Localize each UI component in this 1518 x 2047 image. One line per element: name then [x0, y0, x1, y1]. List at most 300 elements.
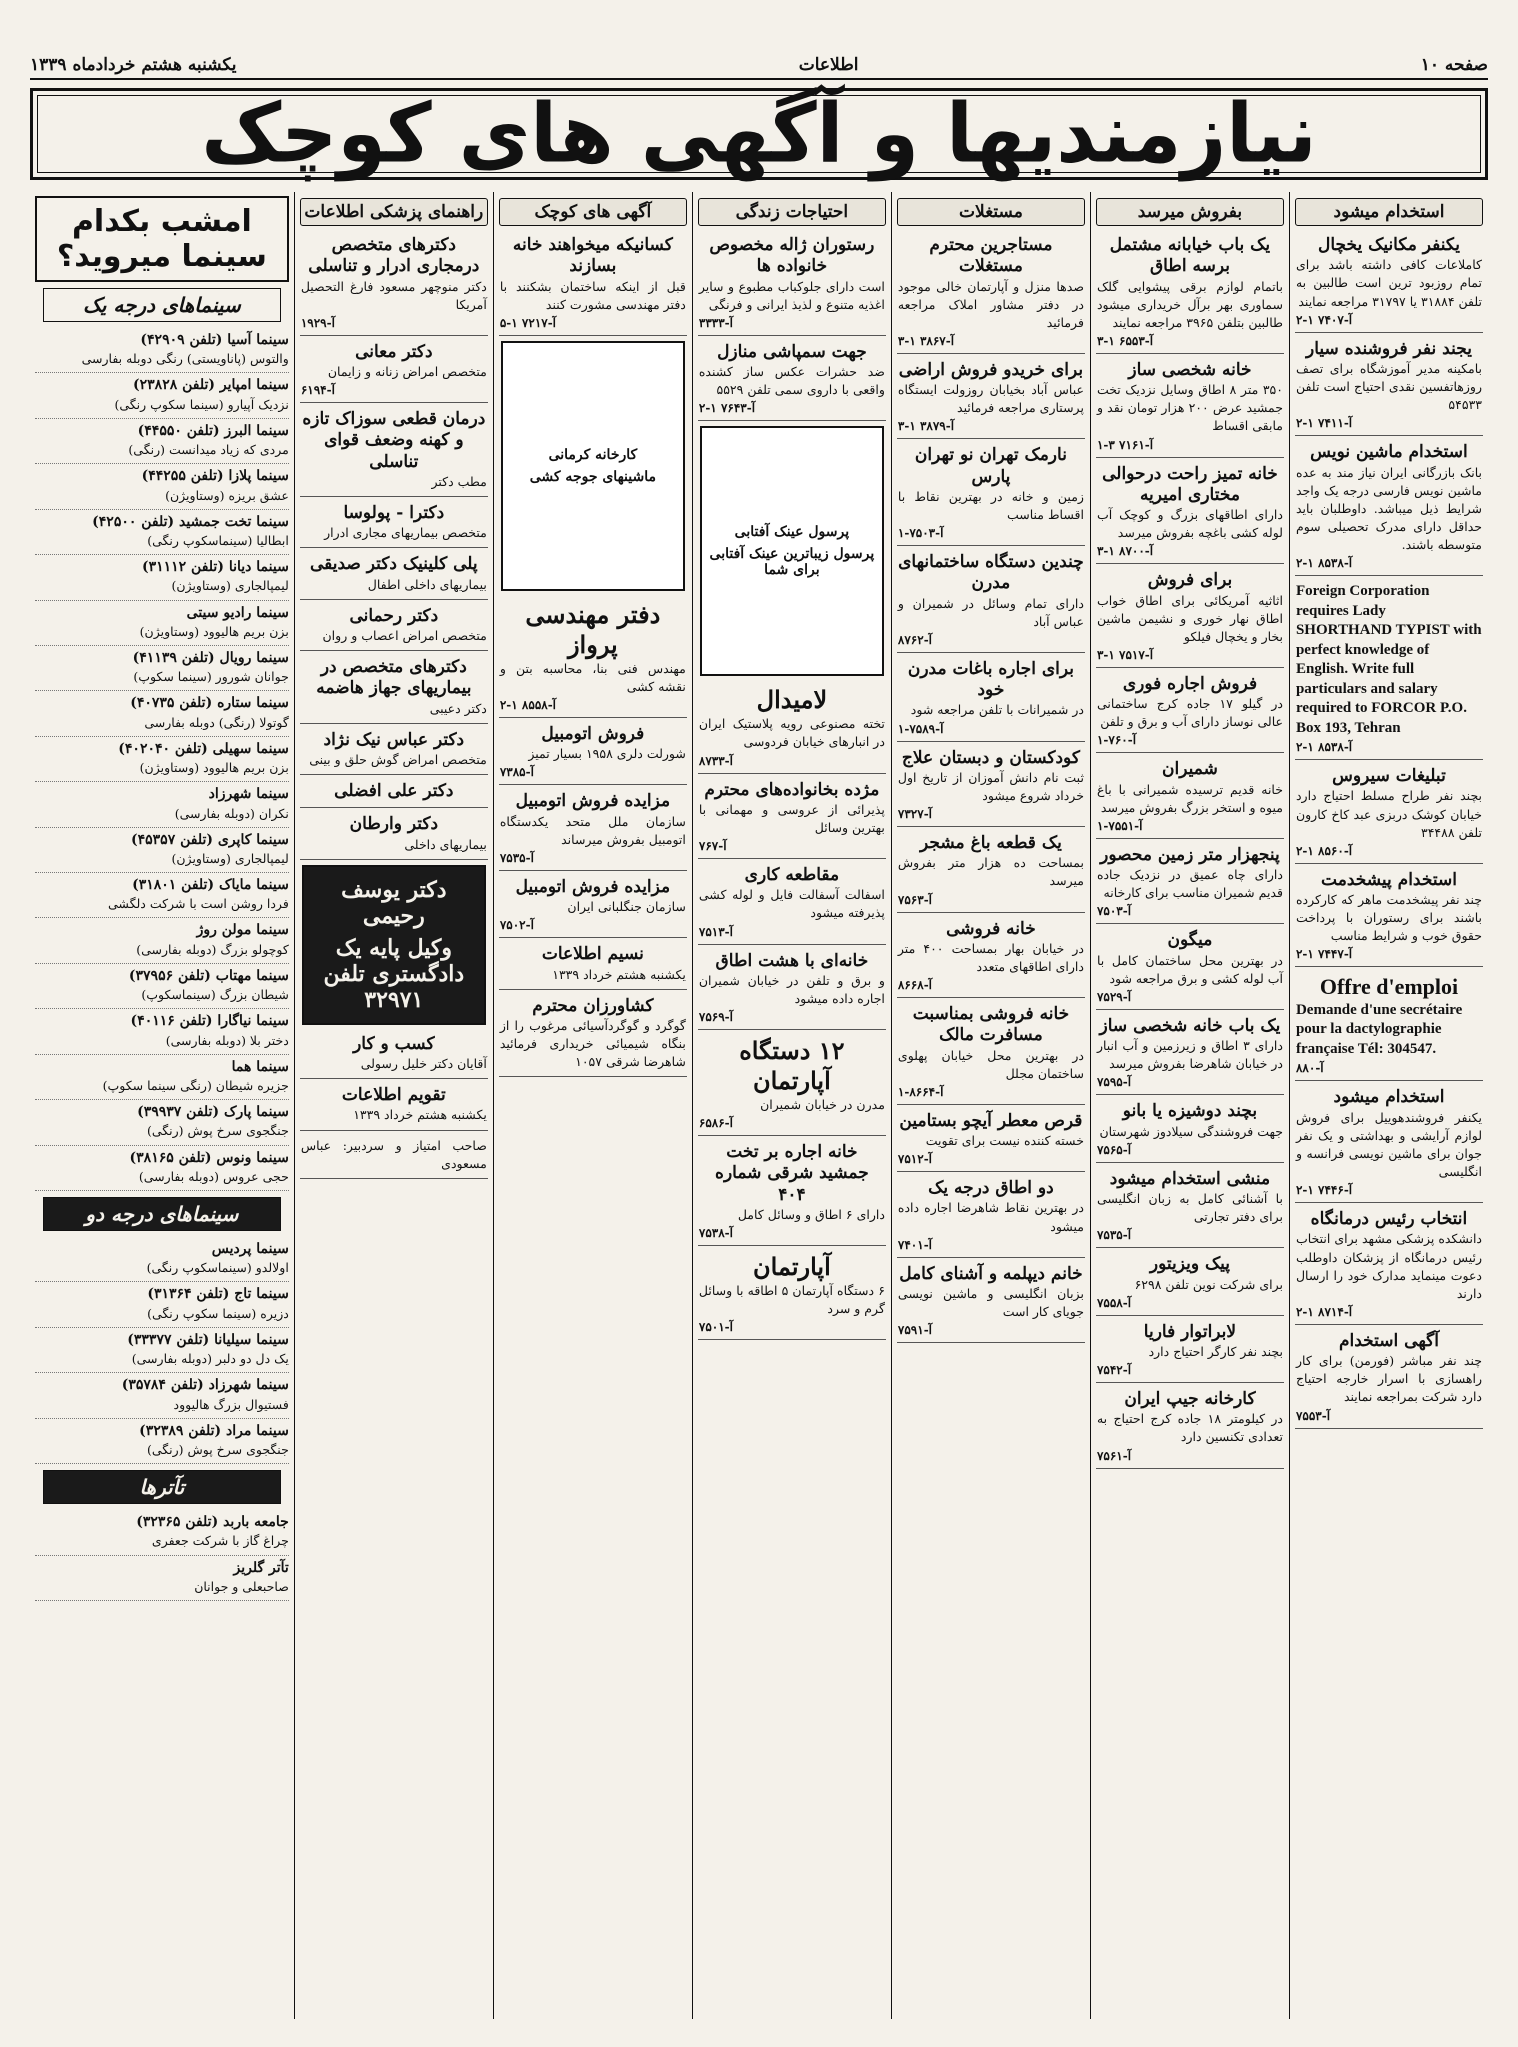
ad-body: عباس آباد بخیابان روزولت ایستگاه پرستاری مراجعه فرمائید	[897, 382, 1084, 416]
ad-body: در کیلومتر ۱۸ جاده کرج احتیاج به تعدادی تکنسین دارد	[1096, 1411, 1283, 1445]
ad-body: قبل از اینکه ساختمان بشکنند با دفتر مهندسی مشورت کنند	[499, 278, 686, 312]
ad-code: آ-۸۵۵۸ ۱-۲	[499, 698, 557, 712]
cinema-info: مردی که زیاد میدانست (رنگی)	[128, 442, 289, 458]
classified-ad	[1096, 1013, 1284, 1096]
ad-body: سازمان جنگلبانی ایران	[567, 899, 686, 915]
ad-title: پنجهزار متر زمین محصور	[1100, 844, 1280, 865]
ad-body: آقایان دکتر خلیل رسولی	[360, 1056, 487, 1071]
cinema-name: سینما مایاک (تلفن ۳۱۸۰۱)	[132, 877, 289, 894]
ad-title: انتخاب رئیس درمانگاه	[1310, 1209, 1468, 1230]
cinema-name: سینما سهیلی (تلفن ۴۰۲۰۴۰)	[118, 740, 289, 757]
theatre-listing	[35, 1510, 289, 1555]
classified-ad	[1295, 1084, 1483, 1203]
cinema-name: سینما پارک (تلفن ۳۹۹۳۷)	[137, 1104, 289, 1121]
ad-code: ۲-۱ آ-۸۵۶۰	[1295, 843, 1353, 858]
classified-ad	[1295, 232, 1483, 333]
ad-body: زمین و خانه در بهترین نقاط با اقساط مناسب	[897, 488, 1084, 522]
ad-body: دکتر دعیبی	[429, 700, 487, 716]
column-medical	[294, 192, 493, 2019]
ad-code: آ-۸۸۰	[1295, 1061, 1324, 1076]
cinema-name: سینما تخت جمشید (تلفن ۴۲۵۰۰)	[92, 513, 289, 530]
ad-body: یکنفر فروشندهوییل برای فروش لوازم آرایشی و بهداشتی و یک نفر جوان برای ماشین نویسی فرانسه و انگلیسی	[1295, 1109, 1482, 1179]
ad-title: دکتر معانی	[355, 341, 433, 362]
classified-ad	[698, 339, 886, 422]
cinema-info: لیمپالجاری (وستاویژن)	[171, 578, 289, 594]
cinema-listing	[35, 782, 289, 827]
ad-title: کسانیکه میخواهند خانه بسازند	[512, 235, 673, 277]
category-header: راهنمای پزشکی اطلاعات	[300, 198, 488, 226]
ad-code: آ-۸۷۶۲	[897, 632, 933, 647]
ad-code: آ-۷۵۵۸	[1096, 1295, 1132, 1310]
classified-ad	[698, 232, 886, 336]
cinema-info: لیمپالجاری (وستاویژن)	[171, 850, 289, 866]
classified-ad	[1096, 1166, 1284, 1249]
classified-ad	[897, 549, 1085, 653]
ad-code: آ-۷۵۰۱	[698, 1320, 733, 1335]
cinema-info: جنگجوی سرخ پوش (رنگی)	[146, 1442, 289, 1457]
ad-body: مهندس فنی بنا، محاسبه بتن و نقشه کشی	[499, 660, 686, 694]
ad-code: آ-۷۵۶۵	[1096, 1142, 1132, 1157]
classified-ad	[300, 232, 488, 336]
classified-ad	[698, 777, 886, 860]
classified-ad	[897, 1001, 1085, 1105]
cinema-info: بزن بریم هالیوود (وستاویژن)	[139, 760, 289, 776]
classified-ad	[300, 500, 488, 548]
ad-body: ۶ دستگاه آپارتمان ۵ اطاقه با وسائل گرم و سرد	[698, 1283, 885, 1317]
ad-title: دکتر علی افضلی	[334, 781, 454, 802]
ad-body: جهت فروشندگی سیلادوز شهرستان	[1099, 1123, 1283, 1139]
ad-body: دارای ۶ اطاق و وسائل کامل	[737, 1206, 885, 1222]
display-ad-image	[700, 426, 884, 676]
ad-code: آ-۷۳۸۵	[499, 765, 534, 780]
ad-code: آ-۷۵۲۹	[1096, 989, 1132, 1004]
theatre-name: تآتر گلریز	[233, 1559, 289, 1576]
ad-code: آ-۷۵۰۳-۱	[897, 526, 944, 541]
classified-ad	[1096, 671, 1284, 754]
cinema-listing	[35, 1237, 289, 1282]
classified-ad	[300, 1134, 488, 1179]
classified-ad	[698, 862, 886, 945]
classified-ad	[1096, 927, 1284, 1010]
theatre-info: چراغ گاز با شرکت جعفری	[151, 1533, 289, 1549]
cinema-name: سینما دیانا (تلفن ۳۱۱۱۲)	[141, 559, 289, 576]
cinema-info: جزیره شیطان (رنگی سینما سکوپ)	[102, 1078, 289, 1094]
ad-title: خانه فروشی	[946, 918, 1036, 939]
ad-title: پیک ویزیتور	[1149, 1254, 1231, 1275]
cinema-info: دزیره (سینما سکوپ رنگی)	[147, 1305, 289, 1321]
ad-body: بانک بازرگانی ایران نیاز مند به عده ماشین نویس فارسی درجه یک واجد شرایط ذیل میباشد. داوطلبان باید حداقل دارای مدرک تحصیلی سوم متوسطه باشند.	[1295, 464, 1482, 552]
ad-body: بیماریهای داخلی	[404, 836, 487, 852]
ad-code: ۲-۱ آ-۷۶۴۳	[698, 401, 756, 416]
cinema-listing	[35, 1282, 289, 1327]
cinema-listing	[35, 828, 289, 873]
cinema-info: گوتولا (رنگی) دوبله بفارسی	[144, 714, 289, 730]
ad-title: دکتر وارطان	[349, 814, 439, 835]
classified-ad	[897, 656, 1085, 742]
ad-body: Demande d'une secrétaire pour la dactylographie française Tél: 304547.	[1295, 1001, 1463, 1057]
ad-body: صدها منزل و آپارتمان خالی موجود در دفتر مشاور املاک مراجعه فرمائید	[897, 278, 1084, 330]
issue-date: یکشنبه هشتم خردادماه ۱۳۳۹	[30, 55, 237, 75]
classified-ad	[698, 948, 886, 1031]
cinema-name: سینما کاپری (تلفن ۴۵۳۵۷)	[131, 831, 289, 848]
ad-title: شمیران	[1162, 759, 1218, 780]
ad-title: یک قطعه باغ مشجر	[920, 833, 1062, 853]
classified-ad	[1295, 439, 1483, 576]
category-header: احتیاجات زندگی	[698, 198, 886, 226]
cinema-info: عشق بریزه (وستاویژن)	[165, 487, 289, 503]
cinema-listing	[35, 646, 289, 691]
cinema-listing	[35, 1146, 289, 1191]
ad-code: ۱-۳ آ-۷۱۶۱	[1096, 437, 1154, 452]
classified-ad	[300, 551, 488, 599]
ad-code: آ-۷۵۹۱	[897, 1323, 933, 1338]
theatre-heading: تآترها	[43, 1470, 281, 1504]
ad-code: آ-۸۶۶۴-۱	[897, 1084, 944, 1099]
cinema-first-class-heading: سینماهای درجه یک	[43, 288, 281, 322]
cinema-name: سینما پردیس	[211, 1241, 289, 1258]
classified-ad	[1096, 567, 1284, 668]
cinema-info: ابطالیا (سینماسکوپ رنگی)	[147, 532, 289, 548]
category-header: بفروش میرسد	[1096, 198, 1284, 226]
ad-body: دارای ۳ اطاق و زیرزمین و آب انبار در خیابان شاهرضا بفروش میرسد	[1096, 1038, 1283, 1072]
ad-body: کاملاعات کافی داشته باشد برای تمام روزبود ترین است طالبین به تلفن ۳۱۸۸۴ یا ۳۱۷۹۷ مراجعه نمایند	[1295, 257, 1482, 309]
ad-code: آ-۸۶۶۸	[897, 978, 933, 992]
ad-code: آ-۷۵۶۳	[897, 892, 933, 907]
ad-body: در بهترین محل خیابان پهلوی ساختمان مجلل	[897, 1047, 1084, 1081]
ad-body: مطب دکتر	[431, 473, 487, 489]
cinema-name: سینما هما	[231, 1058, 289, 1075]
ad-body: بامکینه مدیر آموزشگاه برای تصف روزهاتفسین نقدی احتیاج است تلفن ۵۴۵۳۳	[1295, 360, 1482, 413]
ad-title: بچند دوشیزه یا بانو	[1122, 1101, 1258, 1122]
cinema-listing	[35, 1373, 289, 1418]
classified-ad	[300, 406, 488, 497]
classified-ad	[1096, 461, 1284, 565]
classified-ad	[300, 654, 488, 724]
ad-body: در خیابان بهار بمساحت ۴۰۰ متر دارای اطاقهای متعدد	[897, 940, 1084, 974]
ad-title: دکتر رحمانی	[349, 605, 439, 626]
cinema-info: دختر بلا (دوبله بفارسی)	[165, 1032, 289, 1048]
cinema-listing	[35, 873, 289, 918]
cinema-info: فستیوال بزرگ هالیوود	[173, 1396, 289, 1412]
ad-body: در شمیرانات با تلفن مراجعه شود	[910, 702, 1084, 718]
ad-code: ۲-۱ آ-۷۴۰۷	[1295, 312, 1353, 327]
ad-title: خانه تمیز راحت درحوالی مختاری امیریه	[1102, 463, 1278, 505]
classified-ad	[897, 830, 1085, 913]
cinema-info: نکران (دوبله بفارسی)	[174, 805, 289, 821]
classified-ad	[499, 232, 687, 336]
ad-title: خانه فروشی بمناسبت مسافرت مالک	[912, 1004, 1070, 1046]
cinema-info: جنگجوی سرخ پوش (رنگی)	[146, 1123, 289, 1139]
ad-code: آ-۷۵۰۳	[1096, 904, 1132, 919]
ad-body: پذیرائی از عروسی و مهمانی با بهترین وسائل	[698, 801, 885, 835]
classified-ad	[300, 603, 488, 651]
ad-body: بچند نفر کارگر احتیاج دارد	[1148, 1343, 1283, 1359]
ad-body: دانشکده پزشکی مشهد برای انتخاب رئیس درمانگاه از پزشکان داوطلب دعوت مینماید مدارک خود را ارسال دارند	[1295, 1231, 1482, 1301]
ad-body: متخصص امراض اعصاب و روان	[322, 628, 487, 643]
ad-title: یجند نفر فروشنده سیار	[1306, 338, 1472, 359]
ad-title: خانه شخصی ساز	[1128, 359, 1252, 380]
ad-title: آگهی استخدام	[1338, 1330, 1439, 1351]
classified-ad	[499, 941, 687, 989]
cinema-name: سینما پلازا (تلفن ۴۴۲۵۵)	[141, 468, 289, 485]
classified-ad	[300, 727, 488, 775]
cinema-listing	[35, 510, 289, 555]
ad-title: نارمک تهران نو تهران پارس	[914, 445, 1067, 487]
cinema-name: سینما شهرزاد (تلفن ۳۵۷۸۴)	[121, 1377, 289, 1394]
ad-code: ۲-۱ آ-۸۵۳۸	[1295, 556, 1353, 571]
ad-code: ۳-۱ آ-۳۸۷۹	[897, 419, 955, 434]
classified-ad	[897, 442, 1085, 546]
ad-body: است دارای جلوکباب مطبوع و سایر اغذیه متنوع و لذیذ ایرانی و فرنگی	[698, 278, 885, 312]
ad-title: دکترا - پولوسا	[343, 503, 445, 523]
column-for-sale	[1090, 192, 1289, 2019]
cinema-listing	[35, 555, 289, 600]
ad-title: برای خریدو فروش اراضی	[898, 359, 1084, 380]
ad-code: ۲-۱ آ-۷۴۱۱	[1295, 416, 1353, 431]
cinema-listing	[35, 373, 289, 418]
ad-code: ۳-۱ آ-۷۵۱۷	[1096, 647, 1154, 662]
cinema-name: سینما ستاره (تلفن ۴۰۷۳۵)	[130, 695, 289, 712]
ad-code: آ-۷۵۳۵	[499, 850, 534, 865]
ad-body: برای شرکت نوین تلفن ۶۲۹۸	[1134, 1276, 1283, 1292]
ad-title: دکترهای متخصص درمجاری ادرار و تناسلی	[308, 235, 480, 277]
ad-body: اثاثیه آمریکائی برای اطاق خواب اطاق نهار خوری و نشیمن ماشین بخار و یخچال فیلکو	[1096, 592, 1283, 644]
ad-title: نسیم اطلاعات	[541, 944, 644, 965]
cinema-listing	[35, 601, 289, 646]
ad-code: آ-۷۵۹۵	[1096, 1075, 1132, 1090]
classified-ad	[897, 916, 1085, 999]
category-header: آگهی های کوچک	[499, 198, 687, 226]
classified-ad	[1295, 867, 1483, 968]
ad-title: خانم دیپلمه و آشنای کامل	[899, 1263, 1083, 1284]
ad-body: ثبت نام دانش آموزان از تاریخ اول خرداد شروع میشود	[897, 769, 1084, 803]
cinema-listing	[35, 918, 289, 963]
ad-code: آ-۷۵۳۸	[698, 1226, 733, 1240]
ad-body: خسته کننده نیست برای تقویت	[925, 1133, 1084, 1148]
ad-title: قرص معطر آیچو بستامین	[899, 1110, 1083, 1131]
classified-ad	[1096, 1251, 1284, 1315]
paper-name: اطلاعات	[798, 55, 859, 75]
ad-title: فروش اجاره فوری	[1122, 673, 1258, 694]
display-ad-subcaption: پرسول زیباترین عینک آفتابی برای شما	[709, 546, 875, 579]
cinema-info: نزدیک آپیارو (سینما سکوپ رنگی)	[114, 396, 289, 412]
ad-body: و برق و تلفن در خیابان شمیران اجاره داده میشود	[698, 972, 885, 1006]
category-header: استخدام میشود	[1295, 198, 1483, 226]
ad-code: آ-۸۷۳۳	[698, 753, 733, 768]
ad-code: ۳-۱ آ-۶۵۵۳	[1096, 333, 1154, 348]
cinema-name: سینما نیاگارا (تلفن ۴۰۱۱۶)	[130, 1013, 289, 1030]
ad-title: کودکستان و دبستان علاج	[901, 747, 1080, 768]
column-rent	[891, 192, 1090, 2019]
ad-body: یکشنبه هشتم خرداد ۱۳۳۹	[353, 1107, 487, 1123]
ad-body: باتمام لوازم برقی پیشوایی گلک سماوری بهر برآل خریداری میشود طالبین بتلفن ۳۹۶۵ مراجعه نمایند	[1096, 278, 1283, 330]
cinema-listing	[35, 1055, 289, 1100]
cinema-info: حجی عروس (دوبله بفارسی)	[138, 1168, 289, 1184]
ad-code: آ-۷۵۴۲	[1096, 1363, 1132, 1377]
cinema-listing	[35, 1328, 289, 1373]
cinema-listing	[35, 1009, 289, 1054]
ad-code: ۲-۱ آ-۷۴۴۷	[1295, 947, 1353, 962]
cinema-listing	[35, 328, 289, 373]
ad-body: مدرن در خیابان شمیران	[760, 1097, 885, 1112]
cinema-name: سینما مولن روژ	[196, 922, 289, 939]
ad-body: چند نفر مباشر (فورمن) برای کار راهسازی با اسرار خارجه احتیاج دارد شرکت بمراجعه نمایند	[1295, 1353, 1482, 1405]
classified-ad	[1295, 1206, 1483, 1325]
ad-title: مستاجرین محترم مستغلات	[929, 235, 1053, 277]
ad-title: ۱۲ دستگاه آپارتمان	[739, 1036, 845, 1095]
ad-title: کارخانه جیپ ایران	[1124, 1389, 1256, 1409]
ad-code: ۲-۱ آ-۷۴۴۶	[1295, 1183, 1353, 1198]
ad-title: دکترهای متخصص در بیماریهای جهاز هاضمه	[316, 657, 472, 699]
cinema-info: جوانان شورور (سینما سکوپ)	[133, 669, 289, 685]
theatre-listing	[35, 1556, 289, 1601]
ad-title: منشی استخدام میشود	[1109, 1168, 1271, 1189]
display-ad-caption: پرسول عینک آفتابی	[734, 524, 850, 541]
ad-title: استخدام ماشین نویس	[1310, 442, 1468, 463]
cinema-listing	[35, 464, 289, 509]
cinema-name: سینما شهرزاد	[208, 786, 289, 803]
ad-body: در بهترین نقاط شاهرضا اجاره داده میشود	[897, 1200, 1084, 1234]
ad-title: خانه اجاره بر تخت جمشید شرقی شماره ۴۰۴	[715, 1142, 869, 1205]
ad-title: رستوران ژاله مخصوص خانواده ها	[709, 235, 875, 277]
classified-ad	[897, 232, 1085, 354]
ad-title: دکتر عباس نیک نژاد	[323, 729, 465, 750]
classified-ad	[1096, 1319, 1284, 1383]
classified-ad	[499, 874, 687, 938]
classified-ad	[698, 1033, 886, 1136]
classified-ad	[897, 357, 1085, 440]
cinema-info: والتوس (پاناویستی) رنگی دوبله بفارسی	[81, 351, 289, 367]
ad-title: مزایده فروش اتومبیل	[515, 876, 671, 897]
cinema-name: سینما رویال (تلفن ۴۱۱۳۹)	[132, 649, 289, 666]
ad-code: ۲-۱ آ-۸۷۱۴	[1295, 1304, 1353, 1319]
classified-ad	[698, 1139, 886, 1246]
ad-title: درمان قطعی سوزاک تازه و کهنه وضعف قوای تناسلی	[302, 409, 486, 472]
display-ad-caption: دکتر یوسف رحیمی	[341, 876, 447, 929]
column-life-needs	[692, 192, 891, 2019]
classified-ad	[897, 1108, 1085, 1172]
ad-code: آ-۷۵۶۱	[1096, 1448, 1132, 1463]
ad-code: آ-۷۵۸۹-۱	[897, 721, 944, 736]
ad-code: آ-۷۵۱۳	[698, 924, 733, 939]
ad-title: برای اجاره باغات مدرن خود	[907, 658, 1074, 701]
ad-code: آ-۱۹۲۹	[300, 315, 335, 330]
ad-code: ۳-۱ آ-۸۷۰۰	[1096, 544, 1154, 559]
classified-ad	[499, 993, 687, 1078]
cinema-info: اولالدو (سینماسکوپ رنگی)	[146, 1260, 289, 1276]
cinema-name: سینما آسیا (تلفن ۴۲۹۰۹)	[140, 332, 289, 348]
ad-body: دارای اطاقهای بزرگ و کوچک آب لوله کشی باغچه بفروش میرسد	[1096, 507, 1283, 541]
classified-ad	[300, 1031, 488, 1079]
ad-body: با آشنائی کامل به زبان انگلیسی برای دفتر تجارتی	[1096, 1191, 1283, 1225]
ad-body: گوگرد و گوگردآسیائی مرغوب را از بنگاه شیمیائی خریداری فرمائید شاهرضا شرقی ۱۰۵۷	[499, 1017, 686, 1070]
ad-code: آ-۷۵۶۹	[698, 1010, 733, 1024]
ad-title: فروش اتومبیل	[541, 724, 645, 744]
cinema-info: شیطان بزرگ (سینماسکوپ)	[141, 987, 289, 1003]
cinema-info: کوچولو بزرگ (دوبله بفارسی)	[136, 941, 289, 957]
ad-title: استخدام میشود	[1333, 1087, 1445, 1108]
ad-title: جهت سمپاشی منازل	[717, 341, 867, 362]
classified-ad	[1096, 232, 1284, 354]
ad-body: در بهترین محل ساختمان کامل با آب لوله کشی و برق مراجعه شود	[1096, 952, 1283, 986]
ad-code: آ-۷۶۷	[698, 839, 727, 853]
cinema-info: فردا روشن است با شرکت دلگشی	[108, 896, 289, 912]
classified-ad	[897, 745, 1085, 828]
cinema-listing	[35, 691, 289, 736]
ad-title: یک باب خیابانه مشتمل برسه اطاق	[1109, 235, 1271, 277]
ad-body: دکتر منوچهر مسعود فارغ التحصیل آمریکا	[300, 278, 487, 312]
ad-code: آ-۷۴۰۱	[897, 1237, 933, 1252]
classified-ad	[300, 339, 488, 403]
cinema-listing	[35, 1100, 289, 1145]
classified-ad	[698, 1249, 886, 1340]
ad-body: بزبان انگلیسی و ماشین نویسی جویای کار است	[897, 1285, 1084, 1319]
ad-body: چند نفر پیشخدمت ماهر که کارکرده باشند برای رستوران با پرداخت حقوق خوب و شرایط مناسب	[1295, 892, 1482, 944]
classified-ad	[1295, 970, 1483, 1081]
classified-ad	[1096, 756, 1284, 839]
ad-title: مژده بخانواده‌های محترم	[704, 779, 880, 800]
classified-ad	[300, 811, 488, 859]
ad-body: ضد حشرات عکس ساز کشنده واقعی با داروی سمی تلفن ۵۵۲۹	[698, 364, 885, 398]
display-ad-subcaption: ماشینهای جوجه کشی	[529, 468, 656, 485]
display-ad-image	[302, 865, 486, 1025]
ad-title: خانه‌ای با هشت اطاق	[715, 950, 869, 971]
display-ad-subcaption: وکیل پایه یک دادگستری تلفن ۳۲۹۷۱	[323, 934, 465, 1013]
ad-body: یکشنبه هشتم خرداد ۱۳۳۹	[552, 966, 686, 982]
cinema-name: سینما سیلیانا (تلفن ۳۳۳۷۷)	[127, 1331, 289, 1348]
classified-ad	[897, 1261, 1085, 1344]
ad-code: آ-۷۳۲۷	[897, 807, 933, 821]
ad-code: آ-۷۲۱۷ ۱-۵	[499, 315, 557, 330]
ad-title: یک باب خانه شخصی ساز	[1099, 1015, 1281, 1036]
cinema-name: سینما رادیو سیتی	[186, 604, 289, 621]
ad-body: بچند نفر طراح مسلط احتیاج دارد خیابان کوشک دربزی عبد کاخ کارون تلفن ۳۴۴۸۸	[1295, 788, 1482, 840]
theatre-info: صاحبعلی و جوانان	[194, 1578, 289, 1594]
classified-ad	[1295, 579, 1483, 760]
ad-title: Offre d'emploi	[1319, 974, 1459, 1000]
ad-code: آ-۶۱۹۴	[300, 383, 335, 398]
ad-body: دارای چاه عمیق در نزدیک جاده قدیم شمیران مناسب برای کارخانه	[1096, 867, 1283, 901]
classified-ad	[1295, 1328, 1483, 1429]
page-header	[30, 52, 1488, 80]
cinema-name: سینما مراد (تلفن ۳۲۳۸۹)	[139, 1422, 289, 1439]
ad-title: استخدام پیشخدمت	[1321, 869, 1457, 890]
category-header: مستغلات	[897, 198, 1085, 226]
classified-masthead	[30, 88, 1488, 180]
cinema-name: سینما البرز (تلفن ۴۴۵۵۰)	[137, 422, 289, 439]
cinema-name: سینما مهتاب (تلفن ۳۷۹۵۶)	[128, 967, 289, 984]
classified-ad	[499, 721, 687, 785]
ad-body: بمساحت ده هزار متر بفروش میرسد	[897, 855, 1084, 889]
ad-title: تبلیغات سیروس	[1332, 766, 1446, 787]
classified-ad	[698, 682, 886, 773]
classified-ad	[300, 1082, 488, 1130]
ad-title: برای فروش	[1147, 570, 1233, 591]
cinema-listing	[35, 964, 289, 1009]
column-employment	[1289, 192, 1488, 2019]
cinema-listing	[35, 1419, 289, 1464]
ad-title: لامیدال	[756, 685, 828, 715]
column-cinema	[30, 192, 294, 2019]
ad-title: کسب و کار	[353, 1033, 435, 1054]
ad-title: دو اطاق درجه یک	[928, 1178, 1054, 1199]
cinema-info: یک دل دو دلبر (دوبله بفارسی)	[131, 1351, 289, 1367]
column-small-ads	[493, 192, 692, 2019]
ad-code: آ-۷۵۱۲	[897, 1152, 933, 1167]
ad-body: ۳۵۰ متر ۸ اطاق وسایل نزدیک تخت جمشید عرض ۲۰۰ هزار تومان نقد و مابقی اقساط	[1096, 382, 1283, 434]
ad-title: چندین دستگاه ساختمانهای مدرن	[898, 552, 1084, 594]
ad-body: اسفالت آسفالت فایل و لوله کشی پذیرفته میشود	[698, 887, 885, 921]
